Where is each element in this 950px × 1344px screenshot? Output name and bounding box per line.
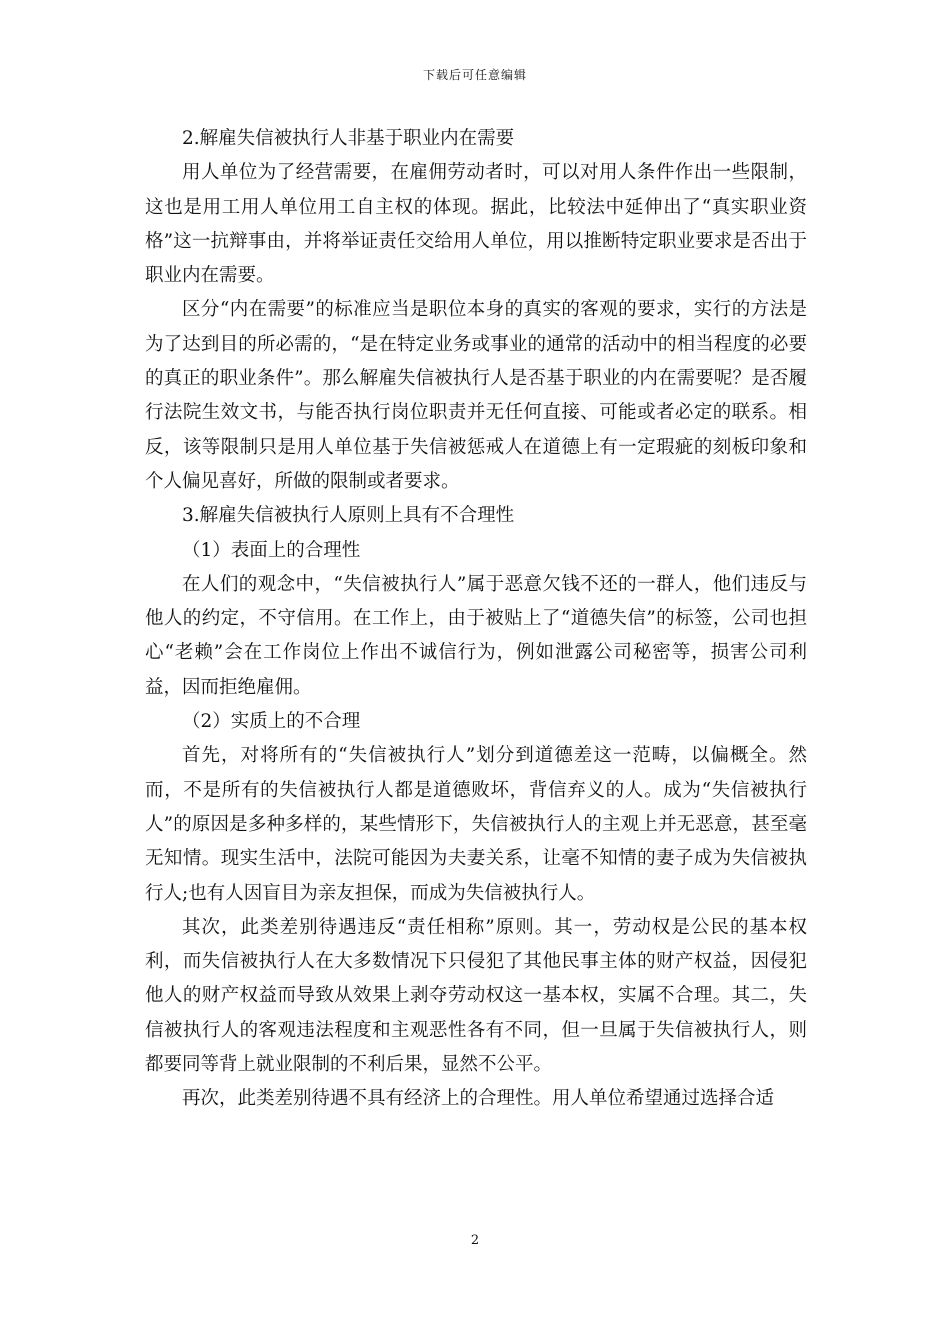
paragraph: 区分“内在需要”的标准应当是职位本身的真实的客观的要求，实行的方法是为了达到目的所必需的，“是在特定业务或事业的通常的活动中的相当程度的必要的真正的职业条件”。那么解雇失信被执行人是否基于职业的内在需要呢？是否履行法院生效文书，与能否执行岗位职责并无任何直接、可能或者必定的联系。相反，该等限制只是用人单位基于失信被惩戒人在道德上有一定瑕疵的刻板印象和个人偏见喜好，所做的限制或者要求。: [145, 299, 807, 492]
paragraph: 在人们的观念中，“失信被执行人”属于恶意欠钱不还的一群人，他们违反与他人的约定，不守信用。在工作上，由于被贴上了“道德失信”的标签，公司也担心“老赖”会在工作岗位上作出不诚信行为，例如泄露公司秘密等，损害公司利益，因而拒绝雇佣。: [145, 573, 807, 698]
paragraph: 首先，对将所有的“失信被执行人”划分到道德差这一范畴，以偏概全。然而，不是所有的失信被执行人都是道德败坏，背信弃义的人。成为“失信被执行人”的原因是多种多样的，某些情形下，失信被执行人的主观上并无恶意，甚至毫无知情。现实生活中，法院可能因为夫妻关系，让毫不知情的妻子成为失信被执行人;也有人因盲目为亲友担保，而成为失信被执行人。: [145, 745, 807, 904]
subsection-heading-2: （2）实质上的不合理: [182, 711, 361, 733]
section-heading-3: 3.解雇失信被执行人原则上具有不合理性: [182, 505, 515, 527]
document-body: [145, 122, 807, 1117]
section-heading-2: 2.解雇失信被执行人非基于职业内在需要: [182, 128, 515, 149]
paragraph: 其次，此类差别待遇违反“责任相称”原则。其一，劳动权是公民的基本权利，而失信被执行人在大多数情况下只侵犯了其他民事主体的财产权益，因侵犯他人的财产权益而导致从效果上剥夺劳动权这一基本权，实属不合理。其二，失信被执行人的客观违法程度和主观恶性各有不同，但一旦属于失信被执行人，则都要同等背上就业限制的不利后果，显然不公平。: [145, 916, 807, 1076]
paragraph: 再次，此类差别待遇不具有经济上的合理性。用人单位希望通过选择合适: [182, 1088, 775, 1110]
page-header: 下载后可任意编辑: [422, 68, 527, 82]
paragraph: 用人单位为了经营需要，在雇佣劳动者时，可以对用人条件作出一些限制，这也是用工用人单位用工自主权的体现。据此，比较法中延伸出了“真实职业资格”这一抗辩事由，并将举证责任交给用人单位，用以推断特定职业要求是否出于职业内在需要。: [145, 162, 807, 287]
subsection-heading-1: （1）表面上的合理性: [182, 539, 361, 561]
page-number: 2: [470, 1233, 480, 1248]
